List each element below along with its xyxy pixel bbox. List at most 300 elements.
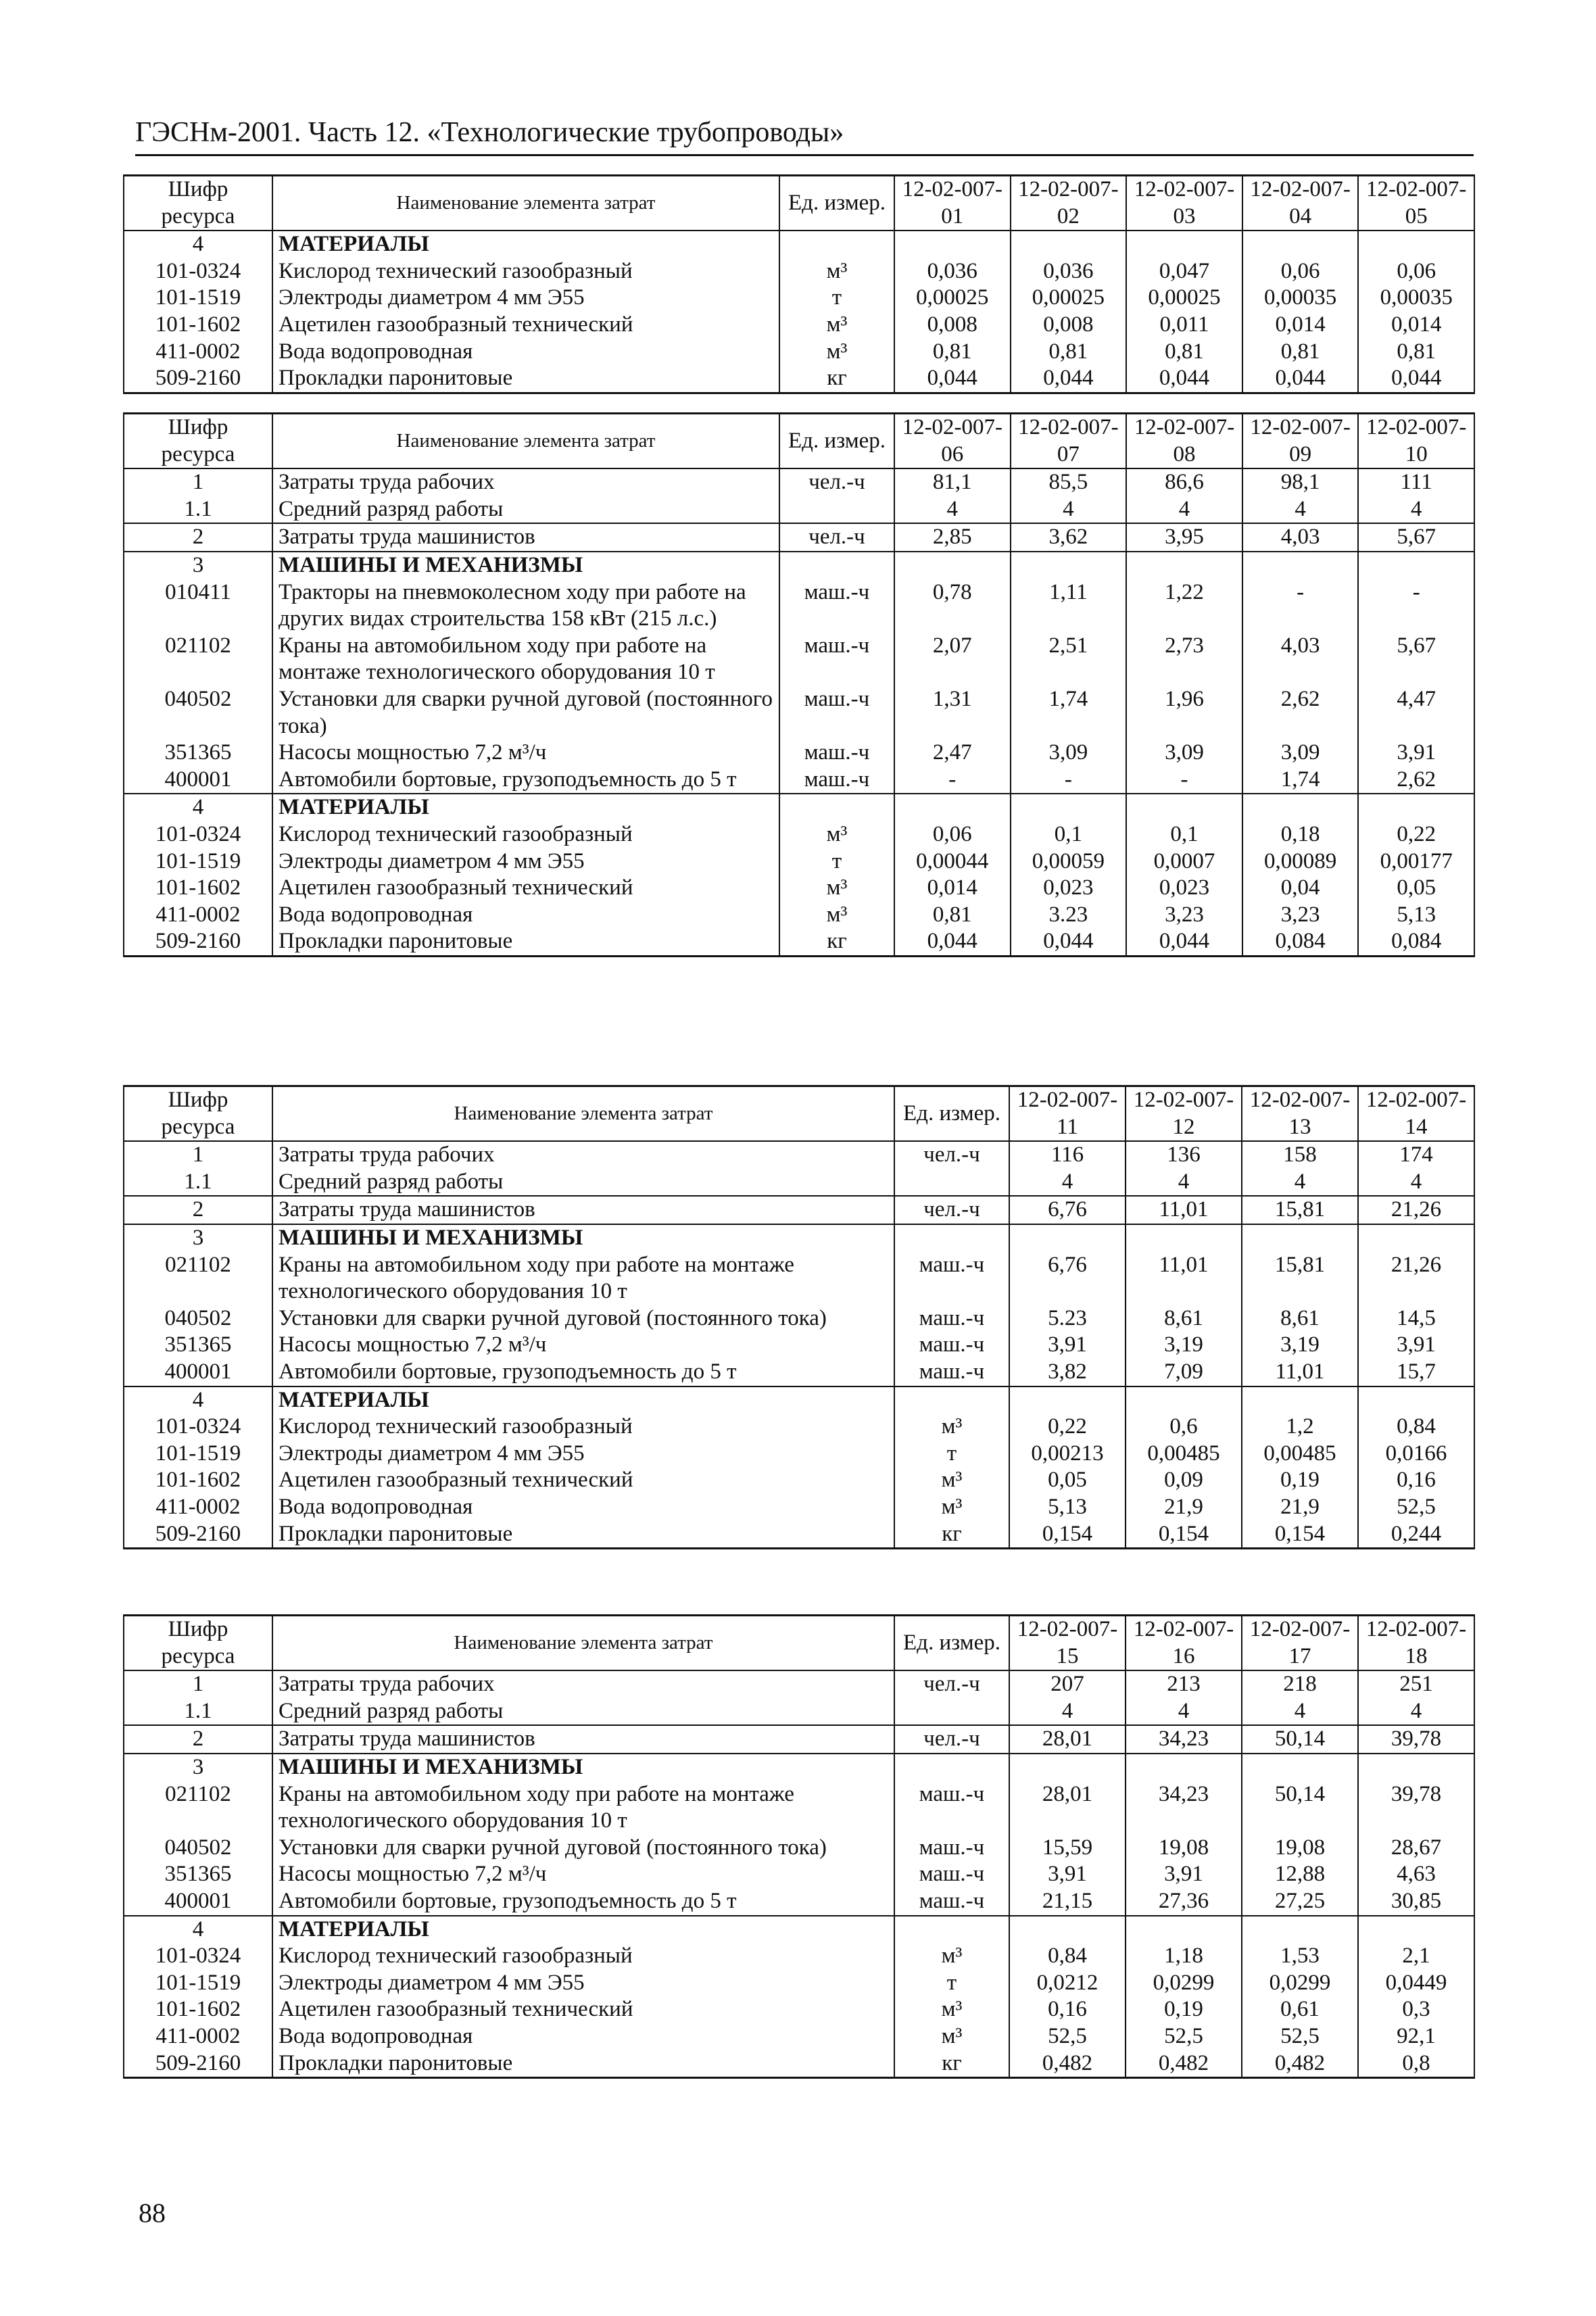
value-cell: 8,61 (1126, 1305, 1242, 1332)
value-cell: 3,91 (1126, 1861, 1242, 1888)
cost-element-name: Ацетилен газообразный технический (272, 1467, 894, 1494)
value-cell: 2,1 (1358, 1943, 1474, 1970)
unit-of-measure: маш.-ч (894, 1332, 1009, 1359)
value-cell: 4,63 (1358, 1861, 1474, 1888)
table-row (124, 1141, 1474, 1169)
cost-element-name: Средний разряд работы (272, 1169, 894, 1197)
value-cell (1358, 231, 1474, 258)
value-cell (1009, 1916, 1126, 1944)
unit-of-measure: т (779, 848, 894, 875)
cost-element-name: Электроды диаметром 4 мм Э55 (272, 848, 779, 875)
value-cell: 1,74 (1242, 767, 1359, 794)
table-row (124, 258, 1474, 285)
resource-code: 351365 (124, 740, 272, 767)
unit-of-measure: маш.-ч (779, 740, 894, 767)
table-row (124, 1996, 1474, 2023)
value-cell: 21,9 (1126, 1494, 1242, 1521)
resource-code: 411-0002 (124, 902, 272, 929)
value-cell: 0,482 (1242, 2050, 1358, 2078)
cost-element-name: МАШИНЫ И МЕХАНИЗМЫ (272, 552, 779, 579)
unit-of-measure: м³ (894, 2023, 1009, 2050)
unit-of-measure (894, 1386, 1009, 1414)
value-cell: 3,91 (1358, 1332, 1474, 1359)
cost-element-name: Ацетилен газообразный технический (272, 312, 779, 339)
value-cell (1126, 1386, 1242, 1414)
table-row (124, 1670, 1474, 1698)
resource-code: 400001 (124, 767, 272, 794)
unit-of-measure: м³ (779, 821, 894, 848)
value-cell (894, 552, 1011, 579)
value-cell: 2,85 (894, 523, 1011, 552)
unit-of-measure: маш.-ч (894, 1305, 1009, 1332)
value-cell (894, 231, 1011, 258)
value-cell: 0,22 (1009, 1414, 1126, 1441)
value-cell: 0,1 (1126, 821, 1242, 848)
value-cell: 1,53 (1242, 1943, 1358, 1970)
cost-element-name: Электроды диаметром 4 мм Э55 (272, 1970, 894, 1997)
resource-code: 4 (124, 1386, 272, 1414)
value-cell: 15,7 (1358, 1359, 1474, 1386)
value-cell: 0,00035 (1358, 285, 1474, 312)
cost-element-name: Затраты труда рабочих (272, 1141, 894, 1169)
value-cell: 4 (1009, 1698, 1126, 1726)
unit-column-header: Ед. измер. (894, 1086, 1009, 1142)
value-cell: 0,014 (1358, 312, 1474, 339)
value-cell: 11,01 (1242, 1359, 1358, 1386)
norm-code-header: 12-02-007-06 (894, 414, 1011, 469)
resource-code: 509-2160 (124, 928, 272, 956)
value-cell: 3,09 (1011, 740, 1127, 767)
norm-code-header: 12-02-007-13 (1242, 1086, 1358, 1142)
cost-element-name: Кислород технический газообразный (272, 1414, 894, 1441)
unit-of-measure: маш.-ч (894, 1888, 1009, 1916)
value-cell: 3.23 (1011, 902, 1127, 929)
value-cell: 4 (1358, 1169, 1474, 1197)
value-cell: 86,6 (1126, 468, 1242, 496)
unit-of-measure (779, 231, 894, 258)
table-row (124, 468, 1474, 496)
unit-of-measure (779, 496, 894, 524)
unit-of-measure: м³ (894, 1494, 1009, 1521)
value-cell: 1,18 (1126, 1943, 1242, 1970)
table-row (124, 2023, 1474, 2050)
value-cell (1126, 552, 1242, 579)
cost-element-name: МАТЕРИАЛЫ (272, 1916, 894, 1944)
value-cell: 0,00025 (1126, 285, 1242, 312)
value-cell: 0,00025 (1011, 285, 1127, 312)
value-cell: 0,023 (1011, 875, 1127, 902)
value-cell: 4 (1009, 1169, 1126, 1197)
cost-element-name: Электроды диаметром 4 мм Э55 (272, 285, 779, 312)
table-row (124, 339, 1474, 366)
value-cell: 11,01 (1126, 1252, 1242, 1305)
cost-element-name: Установки для сварки ручной дуговой (постоянного тока) (272, 1305, 894, 1332)
cost-element-name: МАШИНЫ И МЕХАНИЗМЫ (272, 1224, 894, 1252)
table-row (124, 821, 1474, 848)
value-cell: 0,044 (1011, 365, 1127, 393)
value-cell: 4,03 (1242, 633, 1359, 686)
table-row (124, 1252, 1474, 1305)
value-cell: 6,76 (1009, 1196, 1126, 1224)
cost-element-name: Автомобили бортовые, грузоподъемность до 5 т (272, 1888, 894, 1916)
value-cell: 4 (1126, 1169, 1242, 1197)
page-header (135, 114, 1474, 156)
resource-code: 021102 (124, 633, 272, 686)
value-cell: 39,78 (1358, 1725, 1474, 1754)
section-row (124, 1224, 1474, 1252)
value-cell: 0,008 (894, 312, 1011, 339)
table-row (124, 633, 1474, 686)
norm-code-header: 12-02-007-01 (894, 176, 1011, 231)
resource-code: 1.1 (124, 496, 272, 524)
value-cell: 0,036 (894, 258, 1011, 285)
value-cell: 52,5 (1358, 1494, 1474, 1521)
cost-element-name: Установки для сварки ручной дуговой (постоянного тока) (272, 1835, 894, 1862)
value-cell: 3,19 (1126, 1332, 1242, 1359)
resource-code: 101-1602 (124, 312, 272, 339)
unit-of-measure: маш.-ч (894, 1835, 1009, 1862)
value-cell: 21,26 (1358, 1196, 1474, 1224)
value-cell: 0,0299 (1242, 1970, 1358, 1997)
resource-code: 3 (124, 552, 272, 579)
resource-code: 400001 (124, 1359, 272, 1386)
value-cell: 0,84 (1358, 1414, 1474, 1441)
resource-code: 010411 (124, 579, 272, 633)
value-cell: 3,95 (1126, 523, 1242, 552)
value-cell (1242, 1224, 1358, 1252)
table-row (124, 1332, 1474, 1359)
value-cell: 3,09 (1242, 740, 1359, 767)
unit-of-measure (894, 1224, 1009, 1252)
value-cell: 3,82 (1009, 1359, 1126, 1386)
value-cell: 0,084 (1242, 928, 1359, 956)
value-cell: 0,0166 (1358, 1441, 1474, 1468)
resource-code: 1.1 (124, 1169, 272, 1197)
value-cell: 0,014 (1242, 312, 1359, 339)
table-row (124, 2050, 1474, 2078)
value-cell: 0,00213 (1009, 1441, 1126, 1468)
resource-code: 4 (124, 231, 272, 258)
value-cell (1011, 552, 1127, 579)
value-cell (1242, 552, 1359, 579)
table-row (124, 928, 1474, 956)
value-cell: 21,26 (1358, 1252, 1474, 1305)
value-cell: 0,00089 (1242, 848, 1359, 875)
value-cell: 50,14 (1242, 1781, 1358, 1835)
norm-code-header: 12-02-007-02 (1011, 176, 1127, 231)
value-cell (1242, 1754, 1358, 1781)
unit-of-measure: м³ (894, 1414, 1009, 1441)
value-cell: 2,47 (894, 740, 1011, 767)
value-cell: 50,14 (1242, 1725, 1358, 1754)
cost-element-name: Прокладки паронитовые (272, 365, 779, 393)
value-cell: 0,047 (1126, 258, 1242, 285)
norm-code-header: 12-02-007-05 (1358, 176, 1474, 231)
unit-of-measure: м³ (779, 902, 894, 929)
cost-element-name: Электроды диаметром 4 мм Э55 (272, 1441, 894, 1468)
value-cell: 0,044 (1126, 928, 1242, 956)
cost-element-name: МАТЕРИАЛЫ (272, 794, 779, 821)
value-cell: 2,07 (894, 633, 1011, 686)
unit-of-measure: м³ (894, 1996, 1009, 2023)
value-cell: 3,23 (1242, 902, 1359, 929)
value-cell: 4 (1242, 1169, 1358, 1197)
value-cell (1358, 794, 1474, 821)
value-cell: 0,014 (894, 875, 1011, 902)
value-cell: 0,084 (1358, 928, 1474, 956)
value-cell: 1,2 (1242, 1414, 1358, 1441)
resource-code: 400001 (124, 1888, 272, 1916)
resource-code: 040502 (124, 1835, 272, 1862)
value-cell: - (1242, 579, 1359, 633)
value-cell: 34,23 (1126, 1781, 1242, 1835)
cost-element-name: Затраты труда рабочих (272, 468, 779, 496)
value-cell: 30,85 (1358, 1888, 1474, 1916)
value-cell: 0,044 (1358, 365, 1474, 393)
resource-code: 101-1519 (124, 848, 272, 875)
table-header-row (124, 1616, 1474, 1671)
table-row (124, 1169, 1474, 1197)
value-cell: 15,81 (1242, 1196, 1358, 1224)
cost-element-name: МАТЕРИАЛЫ (272, 1386, 894, 1414)
table-row (124, 1414, 1474, 1441)
cost-element-name: МАТЕРИАЛЫ (272, 231, 779, 258)
cost-element-name: Средний разряд работы (272, 496, 779, 524)
value-cell (1358, 552, 1474, 579)
value-cell: 4,47 (1358, 686, 1474, 740)
value-cell: 3,91 (1009, 1332, 1126, 1359)
value-cell: 2,73 (1126, 633, 1242, 686)
value-cell: 8,61 (1242, 1305, 1358, 1332)
value-cell: 1,74 (1011, 686, 1127, 740)
table-row (124, 686, 1474, 740)
value-cell (1009, 1224, 1126, 1252)
unit-of-measure: чел.-ч (894, 1725, 1009, 1754)
value-cell: - (1011, 767, 1127, 794)
table-row (124, 875, 1474, 902)
resource-code: 3 (124, 1754, 272, 1781)
norm-code-header: 12-02-007-10 (1358, 414, 1474, 469)
code-column-header: Шифр ресурса (124, 1086, 272, 1142)
resource-code: 1.1 (124, 1698, 272, 1726)
value-cell: 0,84 (1009, 1943, 1126, 1970)
cost-element-name: Затраты труда машинистов (272, 1196, 894, 1224)
table-row (124, 1521, 1474, 1549)
norm-code-header: 12-02-007-18 (1358, 1616, 1474, 1671)
value-cell: 4 (1358, 496, 1474, 524)
value-cell: 174 (1358, 1141, 1474, 1169)
value-cell: 0,22 (1358, 821, 1474, 848)
table-row (124, 1467, 1474, 1494)
value-cell: 0,00025 (894, 285, 1011, 312)
section-row (124, 1754, 1474, 1781)
value-cell: 0,011 (1126, 312, 1242, 339)
value-cell: 0,00059 (1011, 848, 1127, 875)
value-cell: 4 (1011, 496, 1127, 524)
value-cell: 3,23 (1126, 902, 1242, 929)
resource-table-3 (123, 1085, 1475, 1549)
table-header-row (124, 1086, 1474, 1142)
resource-code: 2 (124, 1725, 272, 1754)
code-column-header: Шифр ресурса (124, 1616, 272, 1671)
value-cell: 0,154 (1126, 1521, 1242, 1549)
value-cell: 0,81 (894, 339, 1011, 366)
value-cell: 111 (1358, 468, 1474, 496)
resource-code: 411-0002 (124, 1494, 272, 1521)
cost-element-name: Прокладки паронитовые (272, 928, 779, 956)
unit-of-measure (779, 794, 894, 821)
table-row (124, 1441, 1474, 1468)
value-cell (1358, 1386, 1474, 1414)
cost-element-name: Затраты труда рабочих (272, 1670, 894, 1698)
resource-code: 4 (124, 794, 272, 821)
resource-code: 101-1519 (124, 285, 272, 312)
cost-element-name: Насосы мощностью 7,2 м³/ч (272, 1861, 894, 1888)
value-cell: 251 (1358, 1670, 1474, 1698)
value-cell: 5,67 (1358, 523, 1474, 552)
unit-of-measure: маш.-ч (894, 1252, 1009, 1305)
value-cell: - (1126, 767, 1242, 794)
norm-code-header: 12-02-007-11 (1009, 1086, 1126, 1142)
value-cell: 0,19 (1242, 1467, 1358, 1494)
value-cell: 92,1 (1358, 2023, 1474, 2050)
resource-code: 021102 (124, 1781, 272, 1835)
unit-of-measure: м³ (779, 258, 894, 285)
value-cell: 0,044 (1126, 365, 1242, 393)
resource-code: 4 (124, 1916, 272, 1944)
norm-code-header: 12-02-007-14 (1358, 1086, 1474, 1142)
value-cell: 28,01 (1009, 1725, 1126, 1754)
value-cell: 15,81 (1242, 1252, 1358, 1305)
table-row (124, 1305, 1474, 1332)
cost-element-name: Средний разряд работы (272, 1698, 894, 1726)
norm-code-header: 12-02-007-15 (1009, 1616, 1126, 1671)
value-cell: 4,03 (1242, 523, 1359, 552)
table-row (124, 579, 1474, 633)
unit-of-measure: маш.-ч (779, 767, 894, 794)
resource-code: 101-1602 (124, 875, 272, 902)
table-row (124, 1494, 1474, 1521)
table-row (124, 1698, 1474, 1726)
resource-code: 101-0324 (124, 258, 272, 285)
resource-code: 101-0324 (124, 821, 272, 848)
value-cell: 15,59 (1009, 1835, 1126, 1862)
cost-element-name: Затраты труда машинистов (272, 523, 779, 552)
value-cell: 0,81 (894, 902, 1011, 929)
norm-code-header: 12-02-007-09 (1242, 414, 1359, 469)
norm-code-header: 12-02-007-17 (1242, 1616, 1358, 1671)
table-row (124, 1359, 1474, 1386)
unit-of-measure: м³ (779, 875, 894, 902)
value-cell: 0,3 (1358, 1996, 1474, 2023)
resource-code: 101-1519 (124, 1441, 272, 1468)
cost-element-name: Прокладки паронитовые (272, 1521, 894, 1549)
value-cell: 4 (1126, 1698, 1242, 1726)
unit-of-measure: маш.-ч (779, 579, 894, 633)
value-cell: 4 (894, 496, 1011, 524)
value-cell: 3,62 (1011, 523, 1127, 552)
cost-element-name: МАШИНЫ И МЕХАНИЗМЫ (272, 1754, 894, 1781)
resource-code: 2 (124, 1196, 272, 1224)
cost-element-name: Кислород технический газообразный (272, 1943, 894, 1970)
value-cell: 0,023 (1126, 875, 1242, 902)
value-cell: 0,244 (1358, 1521, 1474, 1549)
norm-code-header: 12-02-007-08 (1126, 414, 1242, 469)
value-cell: 0,78 (894, 579, 1011, 633)
unit-of-measure: кг (779, 365, 894, 393)
value-cell: 0,00044 (894, 848, 1011, 875)
value-cell (1358, 1916, 1474, 1944)
cost-element-name: Тракторы на пневмоколесном ходу при работе на других видах строительства 158 кВт (215 л.с.) (272, 579, 779, 633)
code-column-header: Шифр ресурса (124, 414, 272, 469)
value-cell: 3,91 (1009, 1861, 1126, 1888)
resource-table-2 (123, 412, 1475, 957)
table-row (124, 1835, 1474, 1862)
value-cell: 5,67 (1358, 633, 1474, 686)
cost-element-name: Автомобили бортовые, грузоподъемность до 5 т (272, 767, 779, 794)
value-cell: - (1358, 579, 1474, 633)
page-title: ГЭСНм-2001. Часть 12. «Технологические трубопроводы» (135, 117, 844, 148)
resource-table-1 (123, 174, 1475, 394)
value-cell: 39,78 (1358, 1781, 1474, 1835)
table-row (124, 1725, 1474, 1754)
table-row (124, 496, 1474, 524)
norm-code-header: 12-02-007-16 (1126, 1616, 1242, 1671)
value-cell: 0,18 (1242, 821, 1359, 848)
value-cell: 0,044 (894, 365, 1011, 393)
value-cell: 27,36 (1126, 1888, 1242, 1916)
value-cell: 0,16 (1009, 1996, 1126, 2023)
value-cell (1009, 1386, 1126, 1414)
table-row (124, 1196, 1474, 1224)
cost-element-name: Автомобили бортовые, грузоподъемность до 5 т (272, 1359, 894, 1386)
unit-column-header: Ед. измер. (779, 414, 894, 469)
name-column-header: Наименование элемента затрат (272, 1616, 894, 1671)
value-cell: 11,01 (1126, 1196, 1242, 1224)
resource-code: 101-0324 (124, 1414, 272, 1441)
name-column-header: Наименование элемента затрат (272, 414, 779, 469)
value-cell: - (894, 767, 1011, 794)
value-cell: 0,81 (1126, 339, 1242, 366)
value-cell: 0,1 (1011, 821, 1127, 848)
value-cell: 0,81 (1011, 339, 1127, 366)
resource-code: 2 (124, 523, 272, 552)
value-cell: 3,19 (1242, 1332, 1358, 1359)
norm-code-header: 12-02-007-03 (1126, 176, 1242, 231)
unit-column-header: Ед. измер. (894, 1616, 1009, 1671)
section-row (124, 1916, 1474, 1944)
value-cell: 0,00177 (1358, 848, 1474, 875)
value-cell: 5.23 (1009, 1305, 1126, 1332)
table-row (124, 848, 1474, 875)
cost-element-name: Прокладки паронитовые (272, 2050, 894, 2078)
resource-code: 509-2160 (124, 365, 272, 393)
value-cell: 21,15 (1009, 1888, 1126, 1916)
section-row (124, 1386, 1474, 1414)
value-cell: 0,61 (1242, 1996, 1358, 2023)
value-cell (1242, 1386, 1358, 1414)
unit-of-measure: м³ (779, 312, 894, 339)
code-column-header: Шифр ресурса (124, 176, 272, 231)
value-cell: 0,16 (1358, 1467, 1474, 1494)
value-cell: 0,00035 (1242, 285, 1359, 312)
value-cell: 0,00485 (1126, 1441, 1242, 1468)
unit-of-measure: кг (779, 928, 894, 956)
value-cell (1126, 794, 1242, 821)
value-cell (1358, 1754, 1474, 1781)
cost-element-name: Насосы мощностью 7,2 м³/ч (272, 1332, 894, 1359)
name-column-header: Наименование элемента затрат (272, 176, 779, 231)
